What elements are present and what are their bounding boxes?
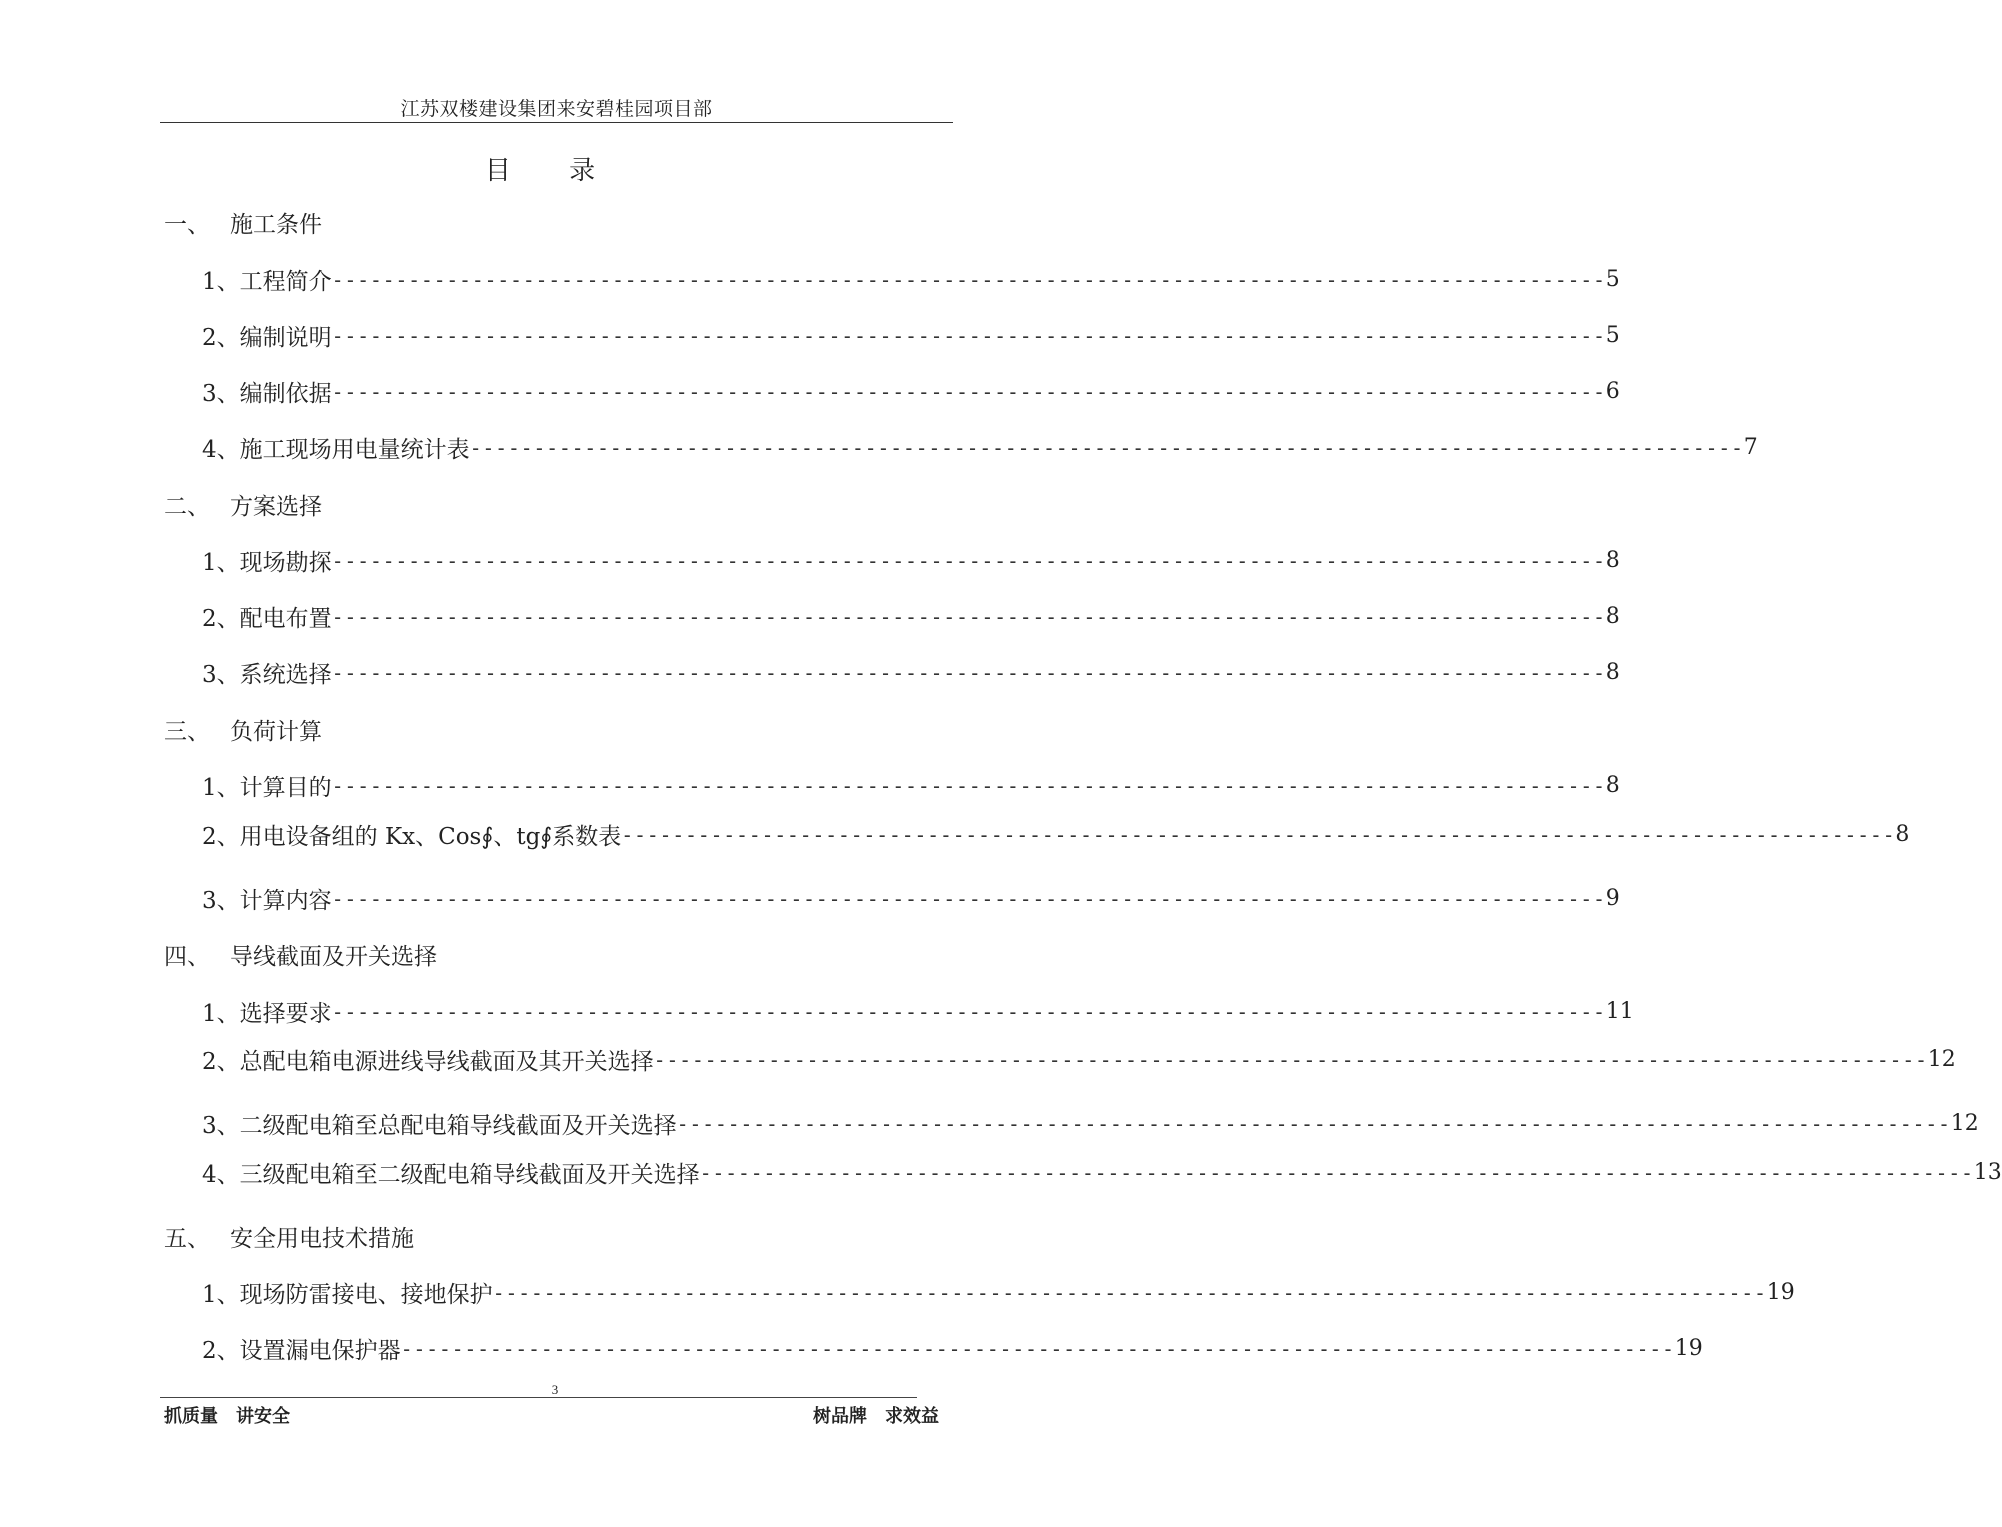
item-number: 1、 <box>202 550 240 576</box>
section-1[interactable] <box>164 206 322 239</box>
item-number: 3、 <box>202 662 240 688</box>
section-title: 负荷计算 <box>230 719 322 745</box>
item-title: 三级配电箱至二级配电箱导线截面及开关选择 <box>239 1162 700 1188</box>
item-page: 13 <box>1973 1160 2002 1185</box>
leader-dots: ---------------------------------------------------------------------------------------------------- <box>331 999 1606 1024</box>
section-number: 二、 <box>164 494 210 520</box>
item-title: 选择要求 <box>239 1001 332 1027</box>
item-page: 19 <box>1766 1280 1795 1305</box>
item-page: 19 <box>1674 1336 1703 1361</box>
item-title: 现场防雷接电、接地保护 <box>239 1282 493 1308</box>
item-title: 现场勘探 <box>239 550 332 576</box>
footer-slogan-left <box>164 1402 290 1428</box>
section-5[interactable] <box>164 1220 414 1253</box>
footer-page-number: 3 <box>551 1382 559 1397</box>
leader-dots: ---------------------------------------------------------------------------------------------------- <box>621 822 1896 847</box>
section-3[interactable] <box>164 713 322 746</box>
toc-item-5-1[interactable] <box>202 1276 1795 1309</box>
footer-slogan-right-1: 树品牌 <box>813 1406 867 1427</box>
item-page: 8 <box>1895 822 1910 847</box>
item-page: 7 <box>1743 435 1758 460</box>
leader-dots: ---------------------------------------------------------------------------------------------------- <box>331 660 1606 685</box>
leader-dots: ---------------------------------------------------------------------------------------------------- <box>400 1336 1675 1361</box>
item-number: 1、 <box>202 1282 240 1308</box>
leader-dots: ---------------------------------------------------------------------------------------------------- <box>676 1111 1951 1136</box>
leader-dots: ---------------------------------------------------------------------------------------------------- <box>699 1160 1974 1185</box>
toc-title-right: 录 <box>569 156 596 186</box>
toc-title-left: 目 <box>484 156 511 186</box>
toc-item-1-1[interactable] <box>202 263 1620 296</box>
section-number: 三、 <box>164 719 210 745</box>
item-page: 12 <box>1950 1111 1979 1136</box>
item-page: 6 <box>1605 379 1620 404</box>
item-page: 11 <box>1605 999 1634 1024</box>
item-number: 4、 <box>202 437 240 463</box>
leader-dots: ---------------------------------------------------------------------------------------------------- <box>331 548 1606 573</box>
header-rule <box>160 122 953 123</box>
toc-item-3-2[interactable] <box>202 818 1910 851</box>
item-page: 9 <box>1605 886 1620 911</box>
section-4[interactable] <box>164 938 437 971</box>
toc-item-2-3[interactable] <box>202 656 1620 689</box>
section-2[interactable] <box>164 488 322 521</box>
toc-item-2-2[interactable] <box>202 600 1620 633</box>
item-title: 计算目的 <box>239 775 332 801</box>
toc-item-4-2[interactable] <box>202 1043 1956 1076</box>
toc-item-4-1[interactable] <box>202 995 1634 1028</box>
footer-slogan-right-2: 求效益 <box>885 1406 939 1427</box>
leader-dots: ---------------------------------------------------------------------------------------------------- <box>653 1047 1928 1072</box>
item-title: 二级配电箱至总配电箱导线截面及开关选择 <box>239 1113 677 1139</box>
leader-dots: ---------------------------------------------------------------------------------------------------- <box>331 886 1606 911</box>
item-page: 8 <box>1605 660 1620 685</box>
item-number: 4、 <box>202 1162 240 1188</box>
item-number: 3、 <box>202 1113 240 1139</box>
leader-dots: ---------------------------------------------------------------------------------------------------- <box>331 773 1606 798</box>
item-title: 用电设备组的 Kx、Cos∮、tg∮系数表 <box>239 824 622 850</box>
toc-title <box>0 150 1080 187</box>
footer-rule <box>160 1397 917 1398</box>
item-page: 5 <box>1605 323 1620 348</box>
item-number: 2、 <box>202 606 240 632</box>
toc-item-1-4[interactable] <box>202 431 1758 464</box>
item-number: 1、 <box>202 775 240 801</box>
leader-dots: ---------------------------------------------------------------------------------------------------- <box>331 379 1606 404</box>
item-title: 计算内容 <box>239 888 332 914</box>
toc-item-4-3[interactable] <box>202 1107 1979 1140</box>
item-number: 2、 <box>202 824 240 850</box>
item-title: 设置漏电保护器 <box>239 1338 401 1364</box>
item-page: 8 <box>1605 604 1620 629</box>
section-title: 安全用电技术措施 <box>230 1226 414 1252</box>
toc-item-5-2[interactable] <box>202 1332 1703 1365</box>
item-title: 工程简介 <box>239 269 332 295</box>
toc-item-1-3[interactable] <box>202 375 1620 408</box>
item-number: 2、 <box>202 1338 240 1364</box>
header-company: 江苏双楼建设集团来安碧桂园项目部 <box>400 98 713 120</box>
item-page: 8 <box>1605 548 1620 573</box>
leader-dots: ---------------------------------------------------------------------------------------------------- <box>492 1280 1767 1305</box>
leader-dots: ---------------------------------------------------------------------------------------------------- <box>331 323 1606 348</box>
item-title: 总配电箱电源进线导线截面及其开关选择 <box>239 1049 654 1075</box>
footer-slogan-right <box>813 1402 939 1428</box>
item-title: 编制说明 <box>239 325 332 351</box>
toc-item-3-3[interactable] <box>202 882 1620 915</box>
item-title: 配电布置 <box>239 606 332 632</box>
toc-item-3-1[interactable] <box>202 769 1620 802</box>
section-number: 一、 <box>164 212 210 238</box>
toc-item-2-1[interactable] <box>202 544 1620 577</box>
section-number: 五、 <box>164 1226 210 1252</box>
section-title: 导线截面及开关选择 <box>230 944 437 970</box>
item-number: 1、 <box>202 269 240 295</box>
item-number: 1、 <box>202 1001 240 1027</box>
item-number: 2、 <box>202 1049 240 1075</box>
item-number: 3、 <box>202 381 240 407</box>
toc-item-1-2[interactable] <box>202 319 1620 352</box>
section-number: 四、 <box>164 944 210 970</box>
footer-slogan-left-2: 讲安全 <box>236 1406 290 1427</box>
item-page: 8 <box>1605 773 1620 798</box>
item-title: 系统选择 <box>239 662 332 688</box>
footer-slogan-left-1: 抓质量 <box>164 1406 218 1427</box>
section-title: 施工条件 <box>230 212 322 238</box>
leader-dots: ---------------------------------------------------------------------------------------------------- <box>331 604 1606 629</box>
item-title: 施工现场用电量统计表 <box>239 437 470 463</box>
leader-dots: ---------------------------------------------------------------------------------------------------- <box>331 267 1606 292</box>
section-title: 方案选择 <box>230 494 322 520</box>
leader-dots: ---------------------------------------------------------------------------------------------------- <box>469 435 1744 460</box>
item-number: 3、 <box>202 888 240 914</box>
item-page: 5 <box>1605 267 1620 292</box>
item-title: 编制依据 <box>239 381 332 407</box>
toc-item-4-4[interactable] <box>202 1156 2002 1189</box>
item-page: 12 <box>1927 1047 1956 1072</box>
item-number: 2、 <box>202 325 240 351</box>
